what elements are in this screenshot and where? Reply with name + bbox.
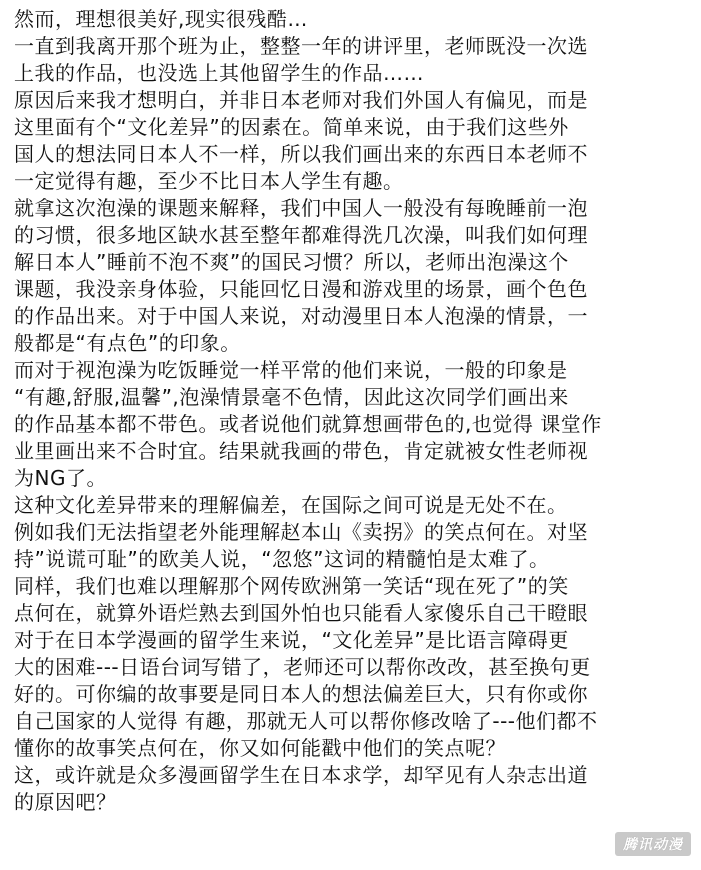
text-line: 一定觉得有趣，至少不比日本人学生有趣。 <box>14 169 404 193</box>
text-line: 这种文化差异带来的理解偏差，在国际之间可说是无处不在。 <box>14 493 568 517</box>
text-line: 点何在，就算外语烂熟去到国外怕也只能看人家傻乐自己干瞪眼 <box>14 601 588 625</box>
text-line: 的作品出来。对于中国人来说，对动漫里日本人泡澡的情景，一 <box>14 304 588 328</box>
text-line: 好的。可你编的故事要是同日本人的想法偏差巨大，只有你或你 <box>14 682 588 706</box>
text-line: 例如我们无法指望老外能理解赵本山《卖拐》的笑点何在。对坚 <box>14 520 588 544</box>
text-line: 这，或许就是众多漫画留学生在日本求学，却罕见有人杂志出道 <box>14 763 588 787</box>
text-line: 业里画出来不合时宜。结果就我画的带色，肯定就被女性老师视 <box>14 439 588 463</box>
text-line: 就拿这次泡澡的课题来解释，我们中国人一般没有每晚睡前一泡 <box>14 196 588 220</box>
text-line: 解日本人”睡前不泡不爽”的国民习惯？所以，老师出泡澡这个 <box>14 250 569 274</box>
text-line: 上我的作品，也没选上其他留学生的作品…… <box>14 61 424 85</box>
text-line: 而对于视泡澡为吃饭睡觉一样平常的他们来说，一般的印象是 <box>14 358 568 382</box>
text-line: 持”说谎可耻”的欧美人说，“忽悠”这词的精髓怕是太难了。 <box>14 547 550 571</box>
text-line: 自己国家的人觉得 有趣，那就无人可以帮你修改啥了---他们都不 <box>14 709 598 733</box>
text-line: 国人的想法同日本人不一样，所以我们画出来的东西日本老师不 <box>14 142 588 166</box>
text-line: “有趣,舒服,温馨”,泡澡情景毫不色情，因此这次同学们画出来 <box>14 385 569 409</box>
text-line: 原因后来我才想明白，并非日本老师对我们外国人有偏见，而是 <box>14 88 588 112</box>
text-line: 同样，我们也难以理解那个网传欧洲第一笑话“现在死了”的笑 <box>14 574 569 598</box>
text-line: 为NG了。 <box>14 466 107 490</box>
text-line: 的原因吧？ <box>14 790 117 814</box>
text-line: 然而，理想很美好,现实很残酷… <box>14 7 308 31</box>
text-line: 般都是“有点色”的印象。 <box>14 331 241 355</box>
text-line: 一直到我离开那个班为止，整整一年的讲评里，老师既没一次选 <box>14 34 588 58</box>
text-line: 的习惯，很多地区缺水甚至整年都难得洗几次澡，叫我们如何理 <box>14 223 588 247</box>
narration-text-block <box>14 6 694 816</box>
text-line: 的作品基本都不带色。或者说他们就算想画带色的,也觉得 课堂作 <box>14 412 602 436</box>
text-line: 这里面有个“文化差异”的因素在。简单来说，由于我们这些外 <box>14 115 569 139</box>
text-line: 课题，我没亲身体验，只能回忆日漫和游戏里的场景，画个色色 <box>14 277 588 301</box>
watermark-logo: 腾讯动漫 <box>615 832 691 856</box>
text-line: 大的困难---日语台词写错了，老师还可以帮你改改，甚至换句更 <box>14 655 591 679</box>
text-line: 懂你的故事笑点何在，你又如何能戳中他们的笑点呢？ <box>14 736 506 760</box>
text-line: 对于在日本学漫画的留学生来说，“文化差异”是比语言障碍更 <box>14 628 569 652</box>
